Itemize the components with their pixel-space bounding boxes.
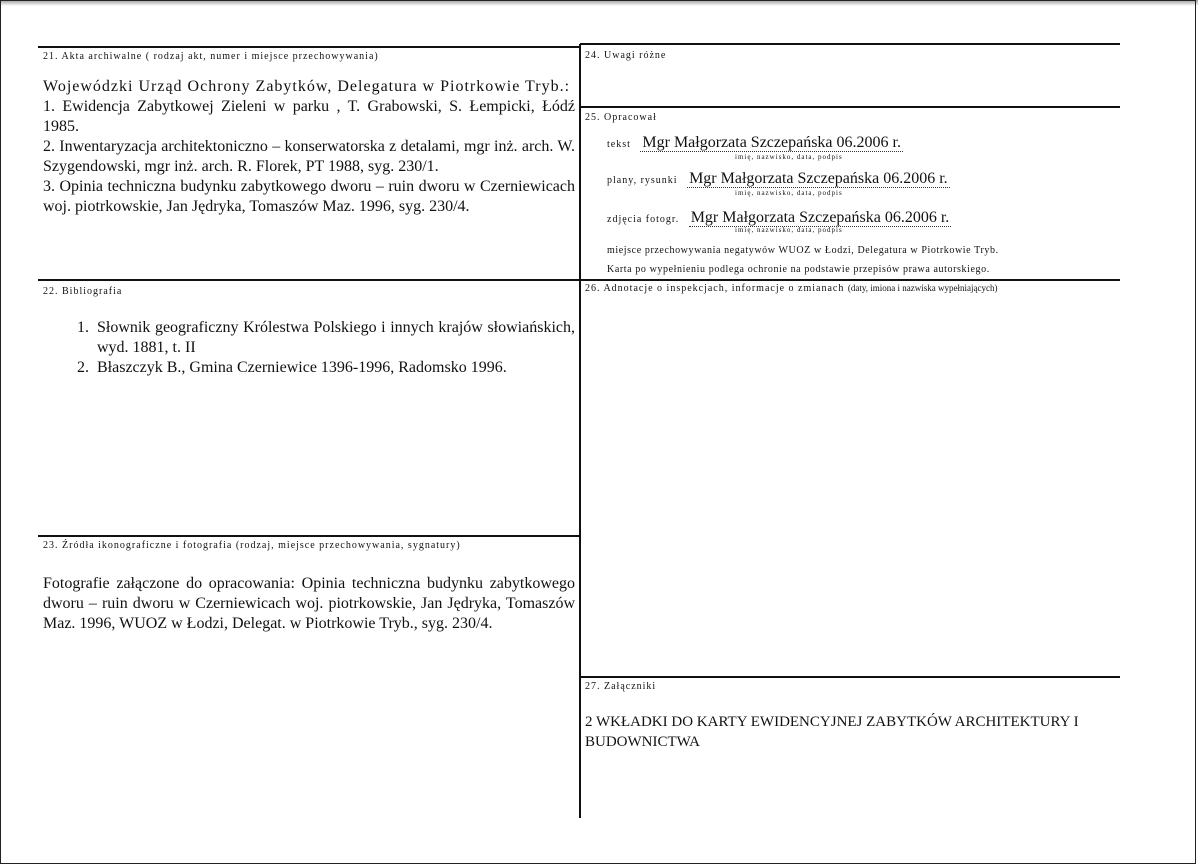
bibliography-item-2: 2. Błaszczyk B., Gmina Czerniewice 1396-1996, Radomsko 1996. bbox=[93, 358, 575, 378]
archive-item-1: 1. Ewidencja Zabytkowej Zieleni w parku , T. Grabowski, S. Łempicki, Łódź 1985. bbox=[43, 98, 575, 135]
section-27-label: 27. Załączniki bbox=[585, 681, 657, 692]
copyright-note: Karta po wypełnieniu podlega ochronie na podstawie przepisów prawa autorskiego. bbox=[607, 264, 990, 275]
rule-top-left bbox=[38, 46, 580, 48]
section-26-title: 26. Adnotacje o inspekcjach, informacje o zmianach bbox=[585, 283, 845, 294]
author-field-value: Mgr Małgorzata Szczepańska 06.2006 r. bbox=[642, 134, 901, 151]
section-23-content: Fotografie załączone do opracowania: Opinia techniczna budynku zabytkowego dworu – ruin dworu w Czerniewicach woj. piotrkowskie, Jan Jędryka, Tomaszów Maz. 1996, WUOZ w Łodzi, Delegat. w Piotrkowie Tryb., syg. 230/4. bbox=[43, 575, 575, 632]
author-field-label: zdjęcia fotogr. bbox=[607, 214, 680, 225]
archive-item-3: 3. Opinia techniczna budynku zabytkowego dworu – ruin dworu w Czerniewicach woj. piotrkowskie, Jan Jędryka, Tomaszów Maz. 1996, syg. 230/4. bbox=[43, 178, 575, 215]
rule-25-top bbox=[580, 106, 1120, 108]
author-row-plans bbox=[607, 170, 950, 188]
section-27-content: 2 WKŁADKI DO KARTY EWIDENCYJNEJ ZABYTKÓW ARCHITEKTURY I BUDOWNICTWA bbox=[585, 714, 1079, 750]
rule-top-right bbox=[580, 43, 1120, 45]
section-24-label: 24. Uwagi różne bbox=[585, 50, 667, 61]
section-26-label bbox=[585, 283, 998, 294]
negatives-storage: miejsce przechowywania negatywów WUOZ w Łodzi, Delegatura w Piotrkowie Tryb. bbox=[607, 245, 999, 256]
rule-22-top bbox=[38, 279, 1120, 281]
bibliography-item-1: 1. Słownik geograficzny Królestwa Polskiego i innych krajów słowiańskich, wyd. 1881, t. II bbox=[93, 318, 575, 358]
author-field-hint: imię, nazwisko, data, podpis bbox=[735, 189, 843, 197]
section-25-label: 25. Opracował bbox=[585, 112, 657, 123]
author-row-photos bbox=[607, 209, 951, 227]
bibliography-list bbox=[43, 318, 575, 378]
author-row-text bbox=[607, 134, 903, 152]
author-field-hint: imię, nazwisko, data, podpis bbox=[735, 153, 843, 161]
section-22-content bbox=[43, 318, 575, 378]
archive-header: Wojewódzki Urząd Ochrony Zabytków, Delegatura w Piotrkowie Tryb.: bbox=[43, 78, 571, 95]
rule-23-top bbox=[38, 535, 580, 537]
author-field-hint: imię, nazwisko, data, podpis bbox=[735, 226, 843, 234]
section-21-content bbox=[43, 77, 575, 217]
section-26-note: (daty, imiona i nazwiska wypełniających) bbox=[847, 283, 998, 293]
author-field-label: tekst bbox=[607, 139, 631, 150]
author-field-value: Mgr Małgorzata Szczepańska 06.2006 r. bbox=[689, 170, 948, 187]
center-divider bbox=[579, 44, 581, 818]
author-field-value: Mgr Małgorzata Szczepańska 06.2006 r. bbox=[690, 209, 950, 226]
section-23-label: 23. Źródła ikonograficzne i fotografia (rodzaj, miejsce przechowywania, sygnatury) bbox=[43, 540, 461, 551]
section-21-label: 21. Akta archiwalne ( rodzaj akt, numer i miejsce przechowywania) bbox=[43, 51, 379, 62]
author-field-label: plany, rysunki bbox=[607, 175, 678, 186]
archive-item-2: 2. Inwentaryzacja architektoniczno – konserwatorska z detalami, mgr inż. arch. W. Szygendowski, mgr inż. arch. R. Florek, PT 1988, syg. 230/1. bbox=[43, 138, 575, 175]
section-22-label: 22. Bibliografia bbox=[43, 286, 123, 297]
rule-27-top bbox=[580, 676, 1120, 678]
